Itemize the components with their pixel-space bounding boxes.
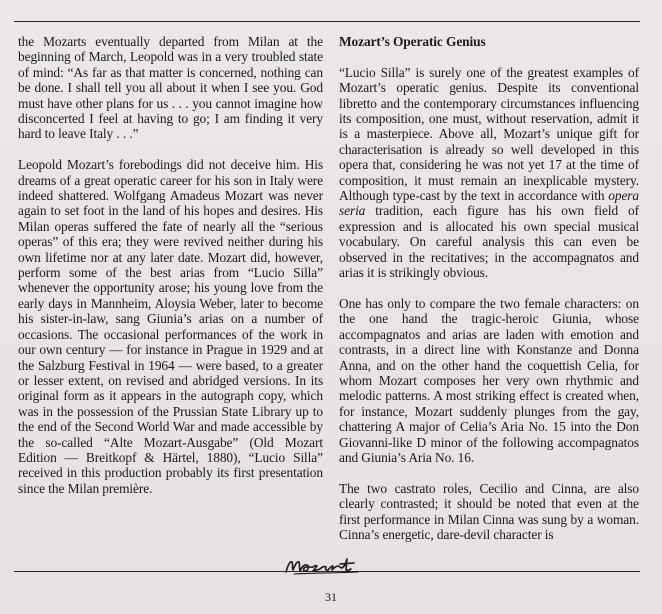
right-paragraph-3: The two castrato roles, Cecilio and Cinna, are also clearly contrasted; it should be noted that even at the first performance in Milan Cinna was sung by a woman. Cinna’s energetic, dare-devil character is (339, 480, 639, 542)
left-paragraph-1: the Mozarts eventually departed from Milan at the beginning of March, Leopold was in a very troubled state of mind: “As far as that matter is concerned, nothing can be done. I shall tell you all about it when I see you. God must have other plans for us . . . you cannot imagine how disconcerted I feel at having to go; I am finding it very hard to leave Italy . . .” (18, 34, 323, 142)
opera-seria-term: opera seria (339, 188, 639, 219)
page-number: 31 (325, 590, 337, 604)
right-paragraph-1-start: “Lucio Silla” is surely one of the greatest examples of Mozart’s operatic genius. Despite its conventional libretto and the contemporary circumstances influencing its composition, one must, without reservation, admit it is a masterpiece. Above all, Mozart’s unique gift for characterisation is already so well developed in this opera that, considering he was not yet 17 at the time of composition, it must remain an inexplicable mystery. Although type-cast by the text in accordance with (339, 64, 639, 204)
left-paragraph-2: Leopold Mozart’s forebodings did not deceive him. His dreams of a great operatic career for his son in Italy were indeed shattered. Wolfgang Amadeus Mozart was never again to set foot in the land of his hopes and desires. His Milan operas suffered the fate of nearly all the “serious operas” of this era; they were revived neither during his own lifetime nor at any later date. Mozart did, however, perform some of the best arias from “Lucio Silla” whenever the opportunity arose; his young love from the early days in Mannheim, Aloysia Weber, later to become his sister-in-law, sang Giunia’s arias on a number of occasions. The occasional performances of the work in our own century — for instance in Prague in 1929 and at the Salzburg Festival in 1964 — were based, to a greater or lesser extent, on revised and abridged versions. In its original form as it appears in the autograph copy, which was in the possession of the Prussian State Library up to the end of the Second World War and made accessible by the so-called “Alte Mozart-Ausgabe” (Old Mozart Edition — Breitkopf & Härtel, 1880), “Lucio Silla” received in this production probably its first presentation since the Milan première. (18, 157, 323, 496)
section-heading: Mozart’s Operatic Genius (339, 34, 486, 49)
mozart-signature-logo (280, 555, 380, 577)
right-paragraph-1-end: tradition, each figure has his own field of expression and is allocated his own special musical vocabulary. On careful analysis this can even be observed in the recitatives; in the accompagnatos and arias it is strikingly obvious. (339, 203, 639, 281)
right-paragraph-2: One has only to compare the two female characters: on the one hand the tragic-heroic Giunia, whose accompagnatos and arias are laden with emotion and contrasts, in a direct line with Konstanze and Donna Anna, and on the other hand the coquettish Celia, for whom Mozart composes her very own rhythmic and melodic patterns. A most striking effect is created when, for instance, Mozart suddenly plunges from the gay, chattering A major of Celia’s Aria No. 15 into the Don Giovanni-like D minor of the following accompagnatos and Giunia’s Aria No. 16. (339, 295, 639, 465)
top-rule (14, 21, 640, 22)
left-column (18, 34, 323, 512)
right-paragraph-1 (339, 65, 639, 281)
right-column (339, 34, 639, 558)
